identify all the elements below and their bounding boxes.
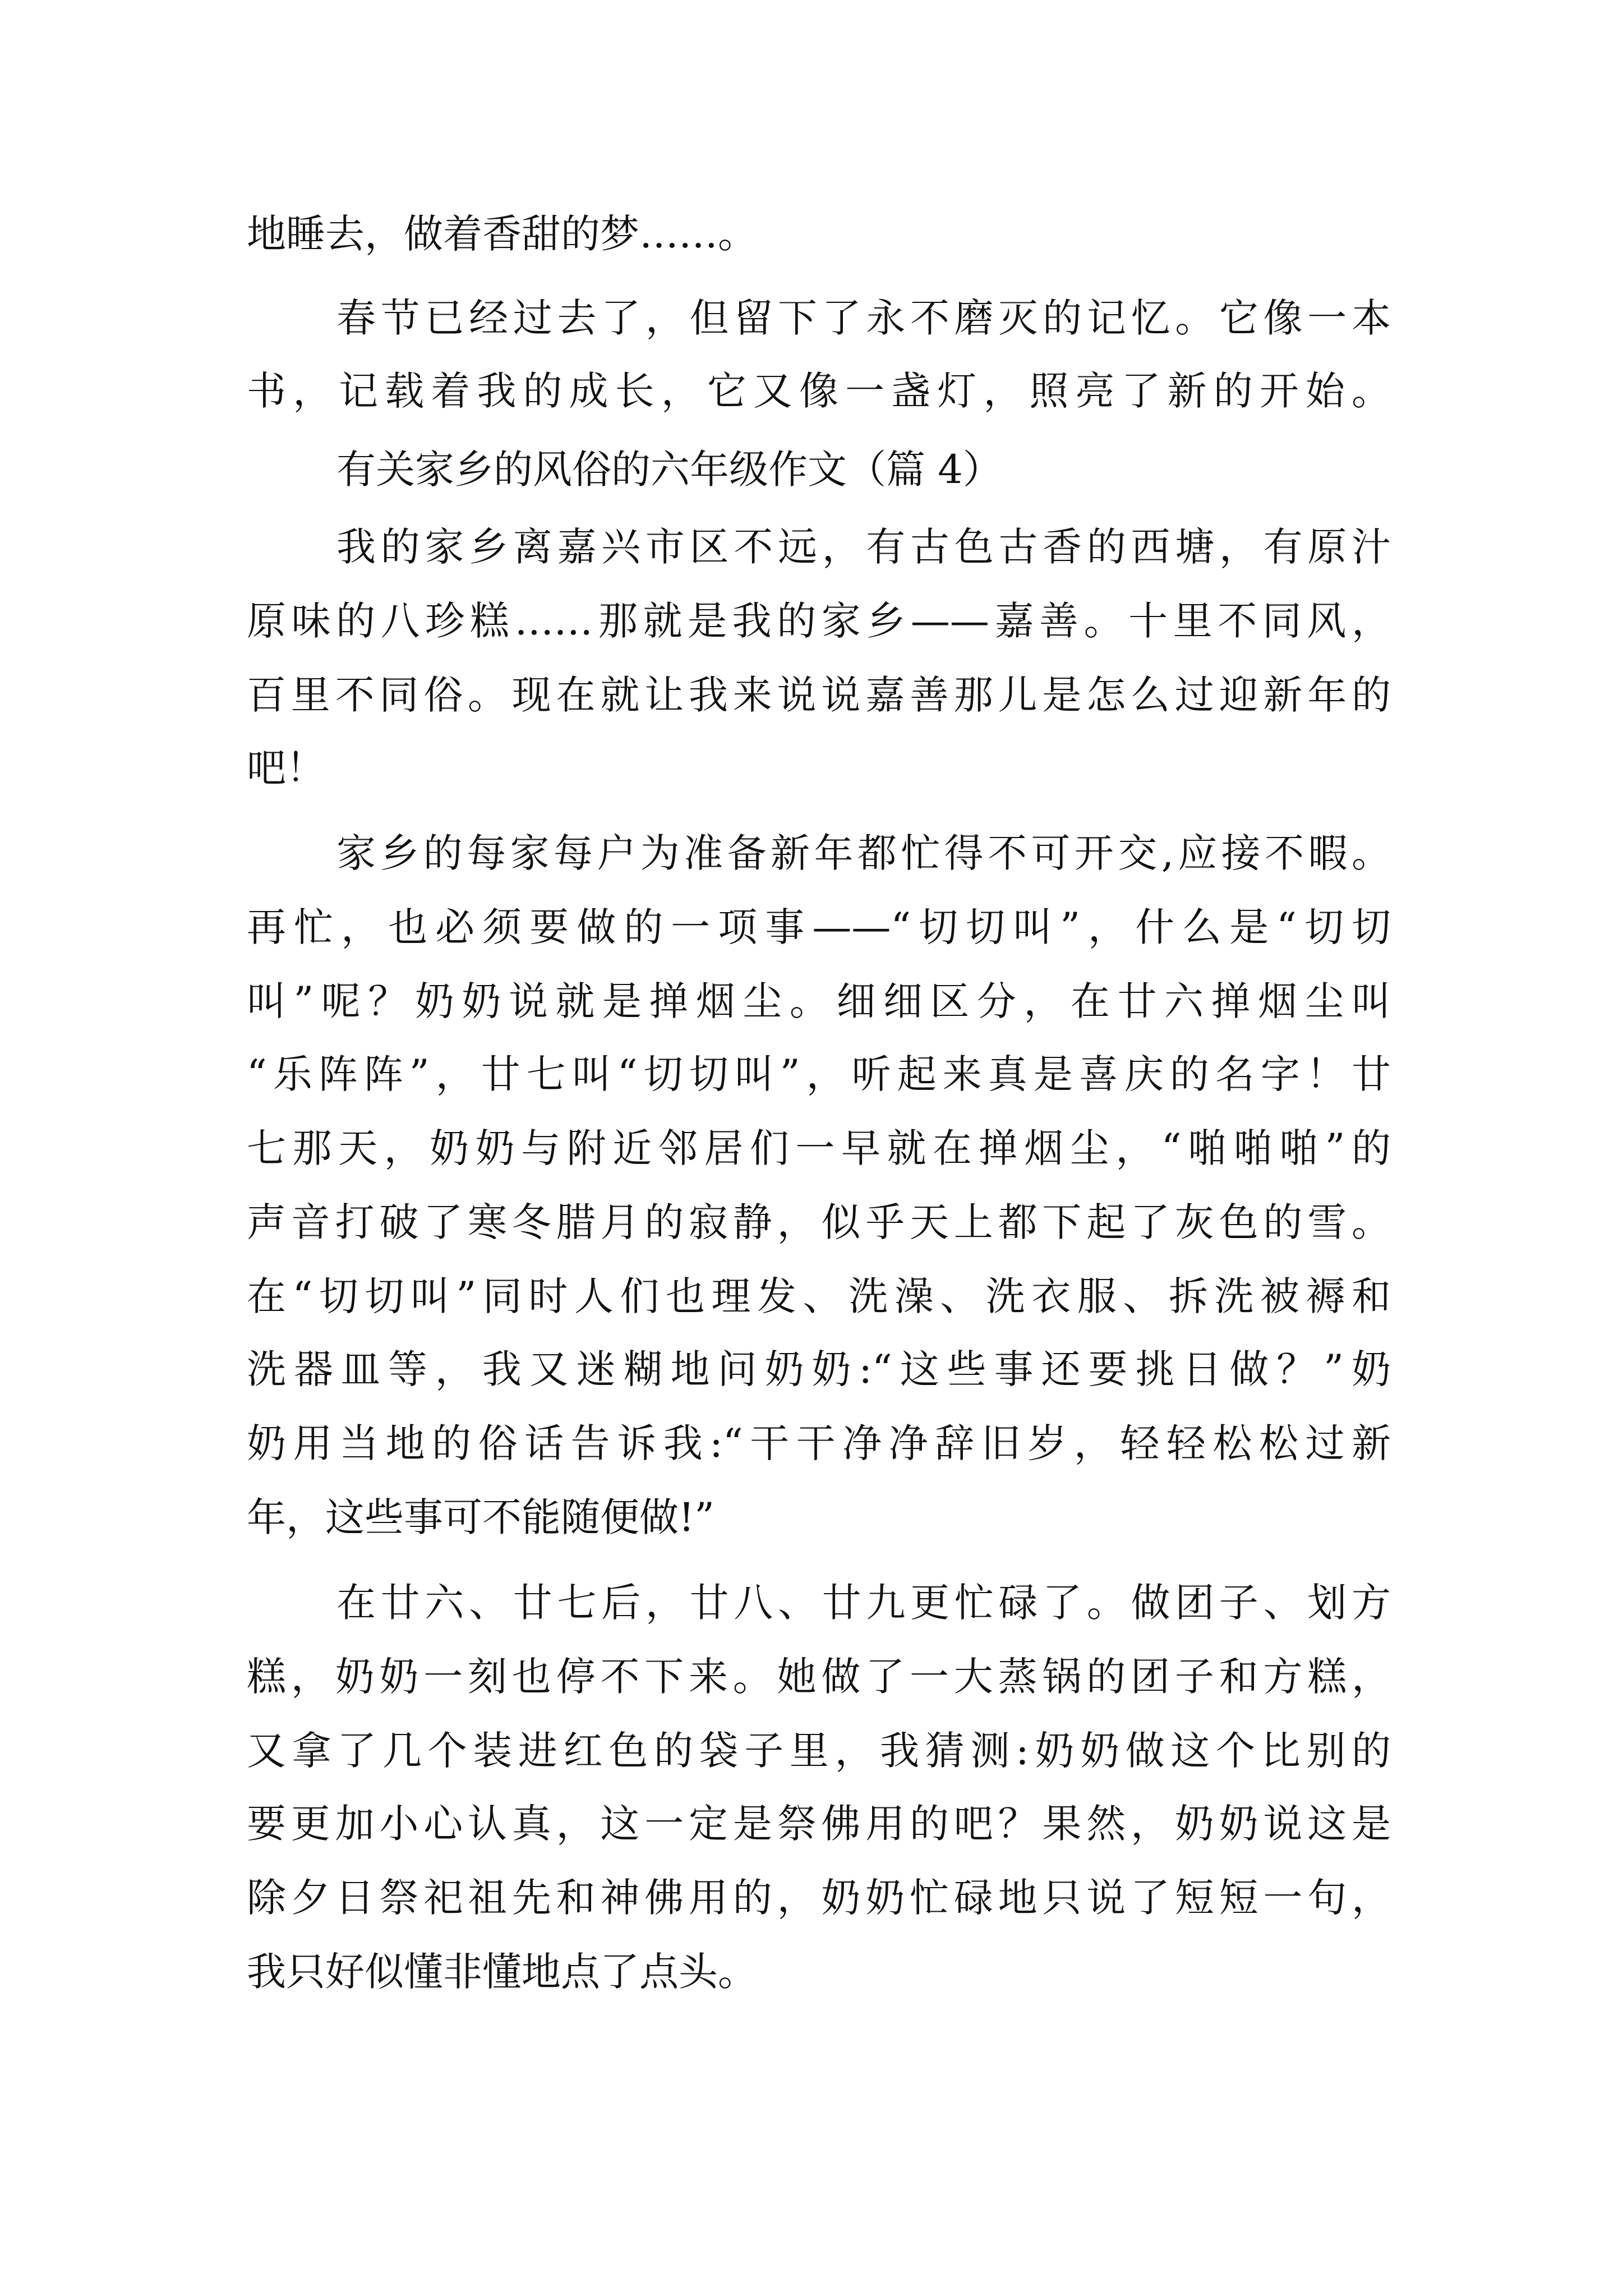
paragraph-line: “乐阵阵”，廿七叫“切切叫”，听起来真是喜庆的名字！廿: [247, 1051, 1391, 1097]
paragraph-line: 除夕日祭祀祖先和神佛用的，奶奶忙碌地只说了短短一句，: [247, 1875, 1391, 1921]
section-heading: 有关家乡的风俗的六年级作文（篇 4）: [336, 447, 1002, 493]
paragraph-line: 年，这些事可不能随便做!”: [247, 1494, 714, 1540]
paragraph-line: 奶用当地的俗话告诉我:“干干净净辞旧岁，轻轻松松过新: [247, 1420, 1391, 1466]
paragraph-line: 春节已经过去了，但留下了永不磨灭的记忆。它像一本: [336, 295, 1391, 341]
paragraph-line: 再忙，也必须要做的一项事——“切切叫”，什么是“切切: [247, 904, 1391, 950]
paragraph-line: 我只好似懂非懂地点了点头。: [247, 1949, 757, 1995]
paragraph-line: 原味的八珍糕……那就是我的家乡——嘉善。十里不同风，: [247, 598, 1391, 644]
paragraph-line: 书，记载着我的成长，它又像一盏灯，照亮了新的开始。: [247, 368, 1391, 414]
paragraph-line: 在“切切叫”同时人们也理发、洗澡、洗衣服、拆洗被褥和: [247, 1273, 1391, 1319]
paragraph-line: 声音打破了寒冬腊月的寂静，似乎天上都下起了灰色的雪。: [247, 1199, 1391, 1245]
paragraph-line: 叫”呢？奶奶说就是掸烟尘。细细区分，在廿六掸烟尘叫: [247, 978, 1391, 1024]
paragraph-line: 在廿六、廿七后，廿八、廿九更忙碌了。做团子、划方: [336, 1580, 1391, 1626]
paragraph-line: 糕，奶奶一刻也停不下来。她做了一大蒸锅的团子和方糕，: [247, 1654, 1391, 1700]
paragraph-line: 百里不同俗。现在就让我来说说嘉善那儿是怎么过迎新年的: [247, 672, 1391, 718]
paragraph-line: 又拿了几个装进红色的袋子里，我猜测:奶奶做这个比别的: [247, 1728, 1391, 1774]
paragraph-line: 七那天，奶奶与附近邻居们一早就在掸烟尘，“啪啪啪”的: [247, 1125, 1391, 1171]
paragraph-line: 我的家乡离嘉兴市区不远，有古色古香的西塘，有原汁: [336, 524, 1391, 570]
paragraph-line: 家乡的每家每户为准备新年都忙得不可开交,应接不暇。: [336, 830, 1391, 876]
paragraph-line: 洗器皿等，我又迷糊地问奶奶:“这些事还要挑日做？”奶: [247, 1346, 1391, 1392]
paragraph-line: 要更加小心认真，这一定是祭佛用的吧？果然，奶奶说这是: [247, 1801, 1391, 1847]
paragraph-line: 吧！: [247, 745, 325, 791]
paragraph-line: 地睡去，做着香甜的梦……。: [247, 211, 757, 257]
